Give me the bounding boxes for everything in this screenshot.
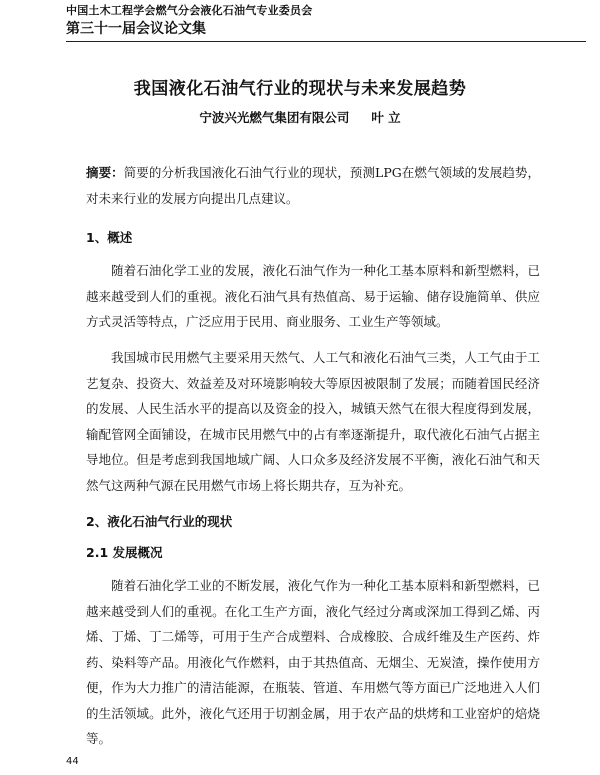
abstract [86,160,540,211]
author-affiliation: 宁波兴光燃气集团有限公司 [199,110,350,125]
running-header [66,4,586,42]
page-number: 44 [66,756,79,767]
section-2-1-heading: 2.1 发展概况 [86,545,163,560]
paper-title: 我国液化石油气行业的现状与未来发展趋势 [133,79,467,99]
author-line [0,108,600,126]
section-1-paragraph-1: 随着石油化学工业的发展，液化石油气作为一种化工基本原料和新型燃料，已越来越受到人们的重视。液化石油气具有热值高、易于运输、储存设施简单、供应方式灵活等特点，广泛应用于民用、商业服务、工业生产等领域。 [86,263,540,329]
section-2-heading: 2、液化石油气行业的现状 [86,514,233,529]
author-name: 叶 立 [371,110,401,125]
header-proceedings: 第三十一届会议论文集 [66,21,206,37]
abstract-text: 简要的分析我国液化石油气行业的现状，预测LPG在燃气领域的发展趋势，对未来行业的发展方向提出几点建议。 [86,165,540,206]
section-1-paragraph-2: 我国城市民用燃气主要采用天然气、人工气和液化石油气三类，人工气由于工艺复杂、投资大、效益差及对环境影响较大等原因被限制了发展；而随着国民经济的发展、人民生活水平的提高以及资金的投入，城镇天然气在很大程度得到发展，输配管网全面铺设，在城市民用燃气中的占有率逐渐提升，取代液化石油气占据主导地位。但是考虑到我国地域广阔、人口众多及经济发展不平衡，液化石油气和天然气这两种气源在民用燃气市场上将长期共存，互为补充。 [86,350,540,493]
header-organization: 中国土木工程学会燃气分会液化石油气专业委员会 [66,4,313,17]
section-2-1-paragraph: 随着石油化学工业的不断发展，液化气作为一种化工基本原料和新型燃料，已越来越受到人们的重视。在化工生产方面，液化气经过分离或深加工得到乙烯、丙烯、丁烯、丁二烯等，可用于生产合成塑料、合成橡胶、合成纤维及生产医药、炸药、染料等产品。用液化气作燃料，由于其热值高、无烟尘、无炭渣，操作使用方便，作为大力推广的清洁能源，在瓶装、管道、车用燃气等方面已广泛地进入人们的生活领域。此外，液化气还用于切割金属，用于农产品的烘烤和工业窑炉的焙烧等。 [86,578,540,746]
section-1-heading: 1、概述 [86,230,133,245]
abstract-label: 摘要： [86,165,124,180]
